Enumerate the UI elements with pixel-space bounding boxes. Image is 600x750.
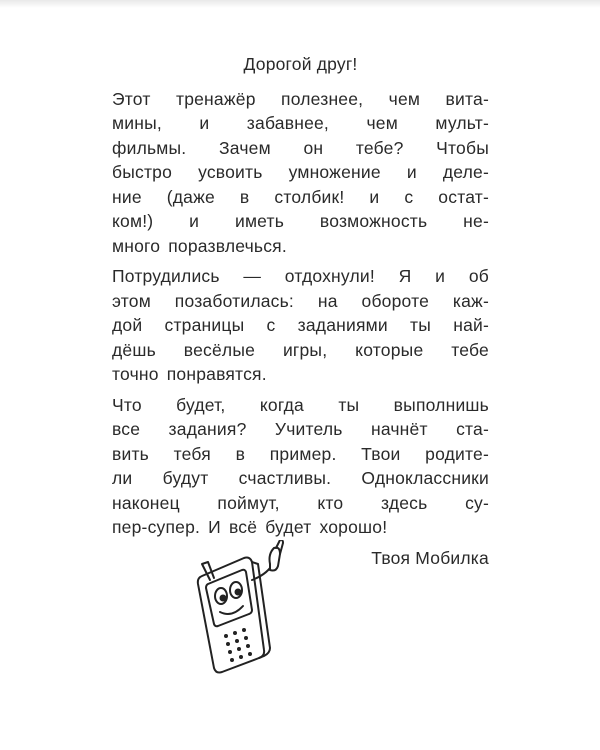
letter-signature: Твоя Мобилка (371, 547, 489, 568)
paragraph-2 (112, 264, 489, 387)
text-line: быстро усвоить умножение и деле- (112, 162, 489, 182)
text-line: много поразвлечься. (112, 235, 287, 256)
mobile-phone-mascot-icon (188, 540, 298, 680)
text-line: наконец поймут, кто здесь су- (112, 492, 489, 513)
text-line: дой страницы с заданиями ты най- (112, 315, 489, 335)
text-line: все задания? Учитель начнёт ста- (112, 419, 489, 439)
text-line: мины, и забавнее, чем мульт- (112, 113, 489, 133)
text-line: ние (даже в столбик! и с остат- (112, 186, 489, 207)
text-line: точно понравятся. (112, 364, 267, 384)
text-line: Этот тренажёр полезнее, чем вита- (112, 88, 489, 109)
text-line: пер-супер. И всё будет хорошо! (112, 517, 388, 537)
page-top-edge (0, 0, 600, 8)
text-line: фильмы. Зачем он тебе? Чтобы (112, 137, 489, 158)
text-line: дёшь весёлые игры, которые тебе (112, 339, 489, 360)
letter-greeting: Дорогой друг! (243, 54, 358, 74)
text-line: ком!) и иметь возможность не- (112, 211, 489, 231)
text-line: Потрудились — отдохнули! Я и об (112, 266, 489, 286)
text-line: вить тебя в пример. Твои родите- (112, 443, 489, 464)
paragraph-3 (112, 393, 489, 540)
text-line: ли будут счастливы. Одноклассники (112, 468, 489, 488)
paragraph-1 (112, 87, 489, 259)
text-line: Что будет, когда ты выполнишь (112, 394, 489, 415)
letter (112, 52, 489, 570)
text-line: этом позаботилась: на обороте каж- (112, 290, 489, 311)
